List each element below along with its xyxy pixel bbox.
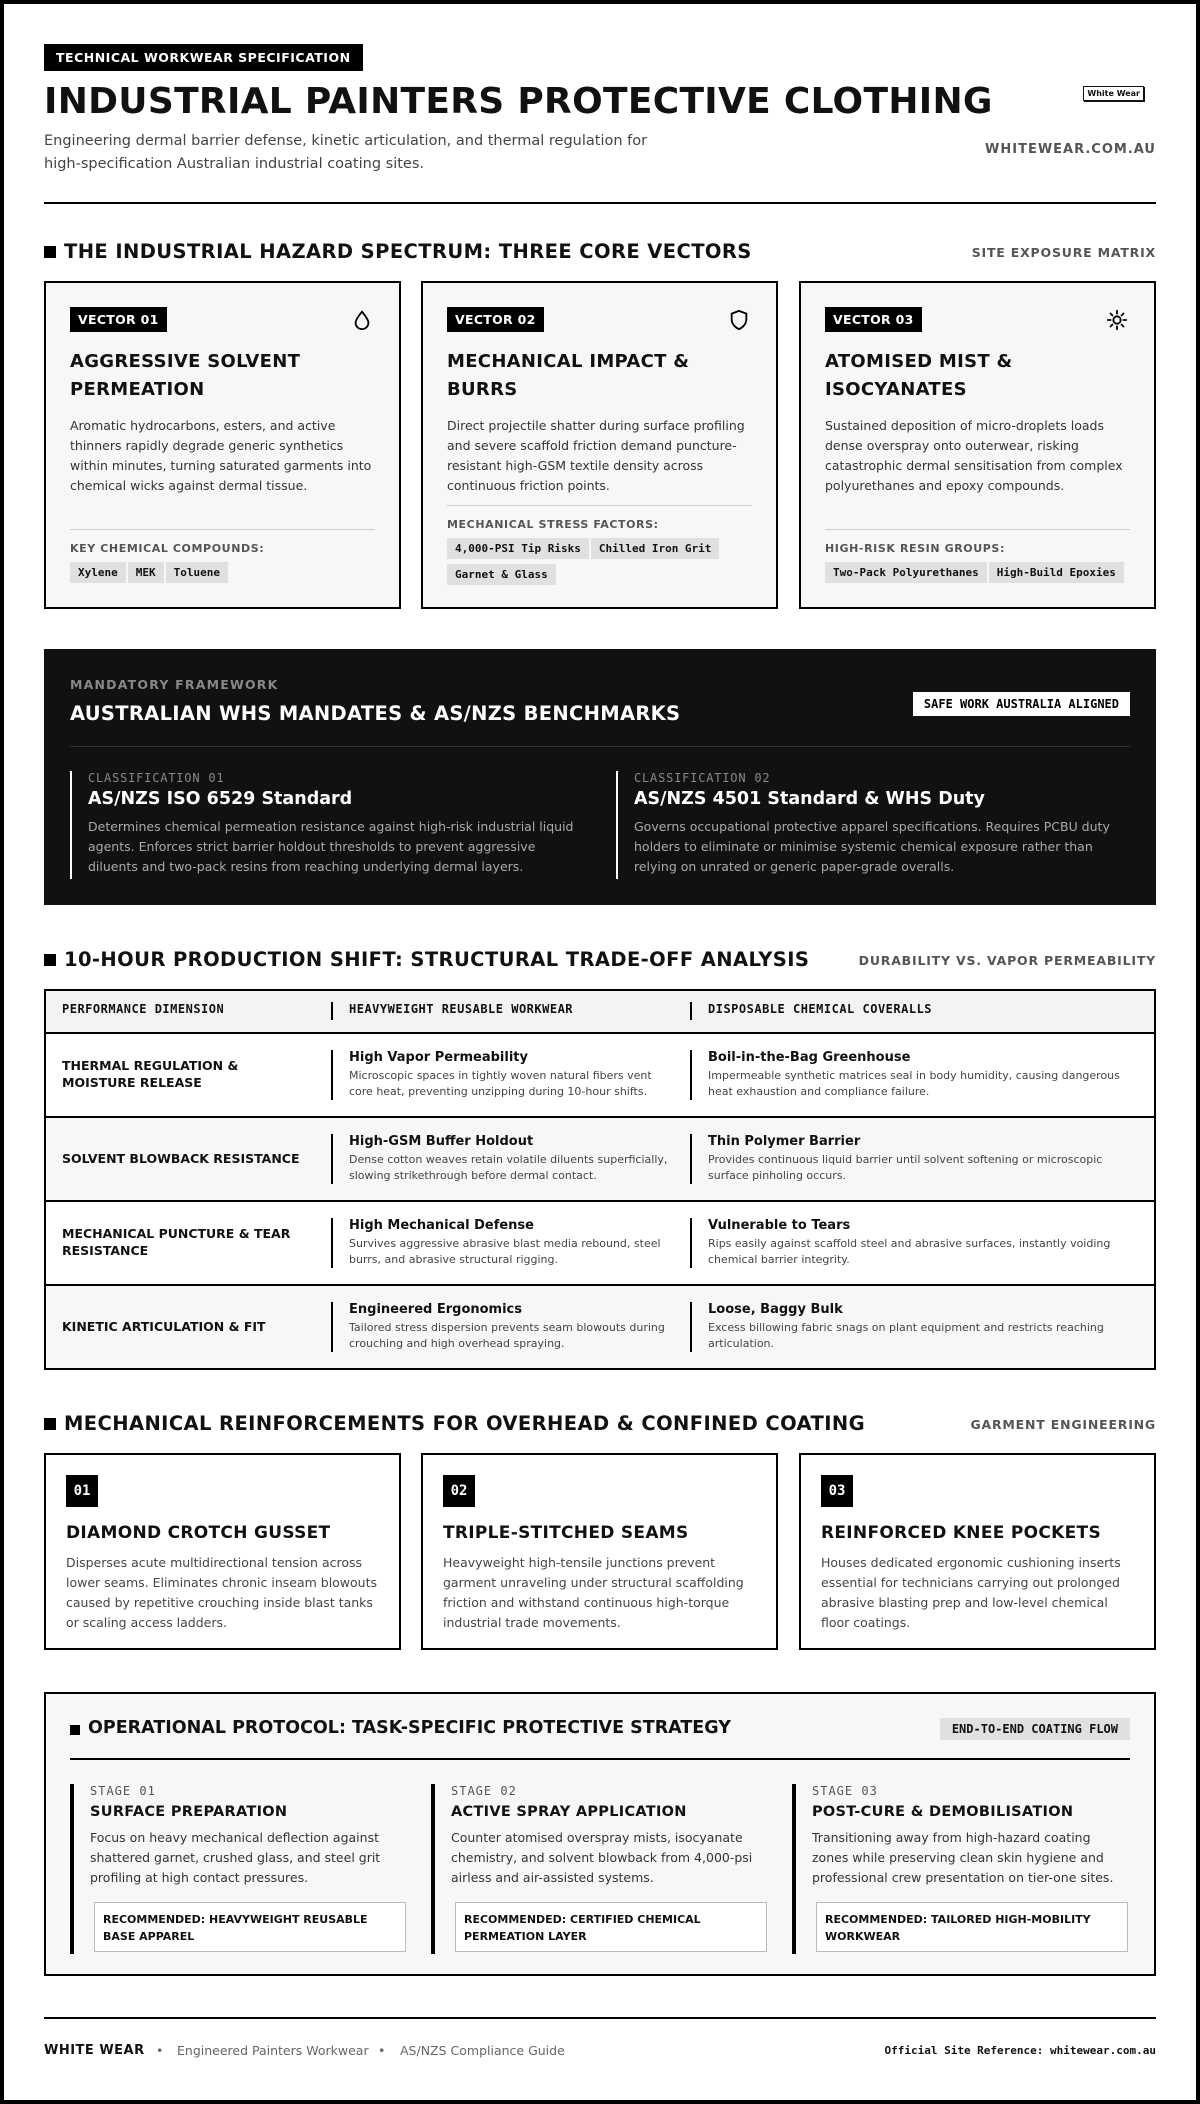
cell-title: Loose, Baggy Bulk [708, 1302, 843, 1317]
vector-tag: VECTOR 02 [447, 307, 544, 332]
mandates-title: AUSTRALIAN WHS MANDATES & AS/NZS BENCHMARKS [70, 702, 681, 725]
reusable-cell [331, 1218, 671, 1268]
protocol-stage-2 [431, 1784, 767, 1954]
cell-description: Survives aggressive abrasive blast media rebound, steel burrs, and abrasive structural rigging. [349, 1237, 661, 1266]
vector-title: MECHANICAL IMPACT & BURRS [447, 351, 690, 400]
vector-tag: VECTOR 03 [825, 307, 922, 332]
page-content [44, 44, 1156, 2058]
column-header: HEAVYWEIGHT REUSABLE WORKWEAR [331, 1002, 671, 1020]
chip: MEK [128, 562, 164, 583]
section-square-icon [70, 1725, 80, 1735]
hazards-right-label: SITE EXPOSURE MATRIX [971, 245, 1156, 260]
stage-title: SURFACE PREPARATION [90, 1804, 288, 1820]
vector-description: Direct projectile shatter during surface profiling and severe scaffold friction demand puncture-resistant high-GSM textile density across continuous friction points. [447, 418, 745, 493]
vector-title: ATOMISED MIST & ISOCYANATES [825, 351, 1013, 400]
protocol-header [70, 1718, 1130, 1760]
tradeoff-section-header [44, 948, 1156, 972]
mandates-banner [44, 649, 1156, 905]
mandate-description: Determines chemical permeation resistance against high-risk industrial liquid agents. Enforces strict barrier holdout thresholds to prevent aggressive diluents and two-pack resins from reaching underlying dermal layers. [88, 819, 574, 874]
vector-card-3 [799, 281, 1156, 609]
disposable-cell [690, 1050, 1130, 1100]
card-number: 03 [821, 1475, 853, 1507]
footer [44, 2017, 1156, 2075]
mandates-badge: SAFE WORK AUSTRALIA ALIGNED [913, 692, 1130, 716]
card-title: TRIPLE-STITCHED SEAMS [443, 1523, 689, 1543]
cell-description: Tailored stress dispersion prevents seam blowouts during crouching and high overhead spraying. [349, 1321, 665, 1350]
vector-footer-label: MECHANICAL STRESS FACTORS: [447, 518, 659, 531]
dimension-cell: SOLVENT BLOWBACK RESISTANCE [62, 1150, 300, 1166]
cell-title: High-GSM Buffer Holdout [349, 1134, 534, 1149]
card-number: 02 [443, 1475, 475, 1507]
footer-separator: • [156, 2043, 164, 2058]
stage-label: STAGE 02 [451, 1784, 517, 1798]
mandates-divider [70, 746, 1130, 747]
section-square-icon [44, 1418, 56, 1430]
column-header: DISPOSABLE CHEMICAL COVERALLS [690, 1002, 1130, 1020]
protocol-panel [44, 1692, 1156, 1976]
vector-title: AGGRESSIVE SOLVENT PERMEATION [70, 351, 301, 400]
cell-description: Impermeable synthetic matrices seal in body humidity, causing dangerous heat exhaustion and compliance failure. [708, 1069, 1120, 1098]
stage-recommendation: RECOMMENDED: CERTIFIED CHEMICAL PERMEATION LAYER [455, 1902, 767, 1952]
header-tag: TECHNICAL WORKWEAR SPECIFICATION [44, 44, 363, 71]
chip-list [447, 537, 752, 589]
vector-footer-label: KEY CHEMICAL COMPOUNDS: [70, 542, 265, 555]
brand-logo: White Wear [1083, 86, 1144, 101]
vector-footer-label: HIGH-RISK RESIN GROUPS: [825, 542, 1005, 555]
reinforcements-title: MECHANICAL REINFORCEMENTS FOR OVERHEAD & CONFINED COATING [64, 1412, 865, 1435]
dimension-cell: KINETIC ARTICULATION & FIT [62, 1318, 266, 1334]
sun-icon [1106, 309, 1128, 331]
table-row [46, 1116, 1154, 1200]
disposable-cell [690, 1134, 1130, 1184]
page-subtitle: Engineering dermal barrier defense, kinetic articulation, and thermal regulation for high-specification Australian industrial coating sites. [44, 133, 648, 172]
tradeoff-right-label: DURABILITY VS. VAPOR PERMEABILITY [858, 953, 1156, 968]
reusable-cell [331, 1134, 671, 1184]
card-title: REINFORCED KNEE POCKETS [821, 1523, 1101, 1543]
mandate-title: AS/NZS ISO 6529 Standard [88, 789, 353, 809]
chip-list [825, 561, 1130, 587]
page-title: INDUSTRIAL PAINTERS PROTECTIVE CLOTHING [44, 81, 993, 122]
cell-title: Vulnerable to Tears [708, 1218, 851, 1233]
section-square-icon [44, 954, 56, 966]
chip: 4,000-PSI Tip Risks [447, 538, 589, 559]
reusable-cell [331, 1302, 671, 1352]
vector-footer [825, 529, 1130, 587]
vector-footer [447, 505, 752, 589]
reinforcement-card-2 [421, 1453, 778, 1650]
table-row [46, 1032, 1154, 1116]
table-row [46, 1200, 1154, 1284]
cell-title: High Vapor Permeability [349, 1050, 528, 1065]
disposable-cell [690, 1302, 1130, 1352]
vector-description: Aromatic hydrocarbons, esters, and active thinners rapidly degrade generic synthetics within minutes, turning saturated garments into chemical wicks against dermal tissue. [70, 418, 372, 493]
footer-link-compliance[interactable]: AS/NZS Compliance Guide [400, 2043, 565, 2058]
shield-icon [728, 309, 750, 331]
mandate-title: AS/NZS 4501 Standard & WHS Duty [634, 789, 985, 809]
chip: Xylene [70, 562, 126, 583]
vector-card-1 [44, 281, 401, 609]
dimension-cell: MECHANICAL PUNCTURE & TEAR RESISTANCE [62, 1226, 291, 1258]
table-row [46, 1284, 1154, 1368]
footer-separator: • [378, 2043, 386, 2058]
cell-title: Boil-in-the-Bag Greenhouse [708, 1050, 911, 1065]
vector-tag: VECTOR 01 [70, 307, 167, 332]
disposable-cell [690, 1218, 1130, 1268]
vector-card-2 [421, 281, 778, 609]
tradeoff-title: 10-HOUR PRODUCTION SHIFT: STRUCTURAL TRADE-OFF ANALYSIS [64, 948, 810, 971]
reinforcements-right-label: GARMENT ENGINEERING [970, 1417, 1156, 1432]
chip: Toluene [166, 562, 228, 583]
chip: Garnet & Glass [447, 564, 556, 585]
tradeoff-table [44, 989, 1156, 1370]
cell-description: Excess billowing fabric snags on plant equipment and restricts reaching articulation. [708, 1321, 1104, 1350]
stage-label: STAGE 03 [812, 1784, 878, 1798]
mandate-label: CLASSIFICATION 01 [88, 771, 225, 785]
mandate-column-1 [70, 771, 580, 879]
stage-description: Transitioning away from high-hazard coating zones while preserving clean skin hygiene and professional crew presentation on tier-one sites. [812, 1830, 1114, 1885]
cell-description: Dense cotton weaves retain volatile diluents superficially, slowing strikethrough before dermal contact. [349, 1153, 668, 1182]
protocol-title: OPERATIONAL PROTOCOL: TASK-SPECIFIC PROTECTIVE STRATEGY [88, 1718, 731, 1738]
cell-description: Provides continuous liquid barrier until solvent softening or microscopic surface pinholing occurs. [708, 1153, 1103, 1182]
hazards-section-header [44, 240, 1156, 264]
stage-title: POST-CURE & DEMOBILISATION [812, 1804, 1074, 1820]
table-header-row [46, 991, 1154, 1032]
footer-brand: WHITE WEAR [44, 2043, 145, 2058]
stage-title: ACTIVE SPRAY APPLICATION [451, 1804, 687, 1820]
mandate-label: CLASSIFICATION 02 [634, 771, 771, 785]
reusable-cell [331, 1050, 671, 1100]
dimension-cell: THERMAL REGULATION & MOISTURE RELEASE [62, 1058, 239, 1090]
footer-link-workwear[interactable]: Engineered Painters Workwear [177, 2043, 369, 2058]
protocol-stage-3 [792, 1784, 1128, 1954]
cell-description: Microscopic spaces in tightly woven natural fibers vent core heat, preventing unzipping during 10-hour shifts. [349, 1069, 652, 1098]
stage-recommendation: RECOMMENDED: TAILORED HIGH-MOBILITY WORKWEAR [816, 1902, 1128, 1952]
droplet-icon [351, 309, 373, 331]
stage-label: STAGE 01 [90, 1784, 156, 1798]
mandates-label: MANDATORY FRAMEWORK [70, 677, 279, 692]
cell-title: Thin Polymer Barrier [708, 1134, 861, 1149]
stage-description: Focus on heavy mechanical deflection against shattered garnet, crushed glass, and steel grit profiling at high contact pressures. [90, 1830, 381, 1885]
mandate-description: Governs occupational protective apparel specifications. Requires PCBU duty holders to eliminate or minimise systemic chemical exposure rather than relying on unrated or generic paper-grade overalls. [634, 819, 1110, 874]
vector-description: Sustained deposition of micro-droplets loads dense overspray onto outerwear, risking catastrophic dermal sensitisation from complex polyurethanes and epoxy compounds. [825, 418, 1123, 493]
hazards-title: THE INDUSTRIAL HAZARD SPECTRUM: THREE CORE VECTORS [64, 240, 752, 263]
section-square-icon [44, 246, 56, 258]
site-link[interactable]: WHITEWEAR.COM.AU [985, 142, 1156, 157]
reinforcements-section-header [44, 1412, 1156, 1436]
stage-description: Counter atomised overspray mists, isocyanate chemistry, and solvent blowback from 4,000-psi airless and air-assisted systems. [451, 1830, 753, 1885]
card-description: Heavyweight high-tensile junctions prevent garment unraveling under structural scaffolding friction and withstand continuous high-torque industrial trade movements. [443, 1555, 744, 1630]
reinforcement-card-1 [44, 1453, 401, 1650]
column-header: PERFORMANCE DIMENSION [62, 1002, 225, 1016]
reinforcement-card-3 [799, 1453, 1156, 1650]
chip: Two-Pack Polyurethanes [825, 562, 987, 583]
cell-description: Rips easily against scaffold steel and abrasive surfaces, instantly voiding chemical barrier integrity. [708, 1237, 1111, 1266]
footer-site-reference[interactable]: Official Site Reference: whitewear.com.au [884, 2044, 1156, 2057]
card-description: Disperses acute multidirectional tension across lower seams. Eliminates chronic inseam blowouts caused by repetitive crouching inside blast tanks or scaling access ladders. [66, 1555, 378, 1630]
card-description: Houses dedicated ergonomic cushioning inserts essential for technicians carrying out prolonged abrasive blasting prep and low-level chemical floor coatings. [821, 1555, 1121, 1630]
protocol-badge: END-TO-END COATING FLOW [940, 1718, 1130, 1740]
vector-footer [70, 529, 375, 587]
header-divider [44, 202, 1156, 204]
chip-list [70, 561, 375, 587]
card-number: 01 [66, 1475, 98, 1507]
chip: High-Build Epoxies [989, 562, 1124, 583]
mandate-column-2 [616, 771, 1126, 879]
header [44, 44, 1156, 204]
chip: Chilled Iron Grit [591, 538, 720, 559]
protocol-stage-1 [70, 1784, 406, 1954]
stage-recommendation: RECOMMENDED: HEAVYWEIGHT REUSABLE BASE APPAREL [94, 1902, 406, 1952]
card-title: DIAMOND CROTCH GUSSET [66, 1523, 331, 1543]
cell-title: High Mechanical Defense [349, 1218, 534, 1233]
cell-title: Engineered Ergonomics [349, 1302, 523, 1317]
